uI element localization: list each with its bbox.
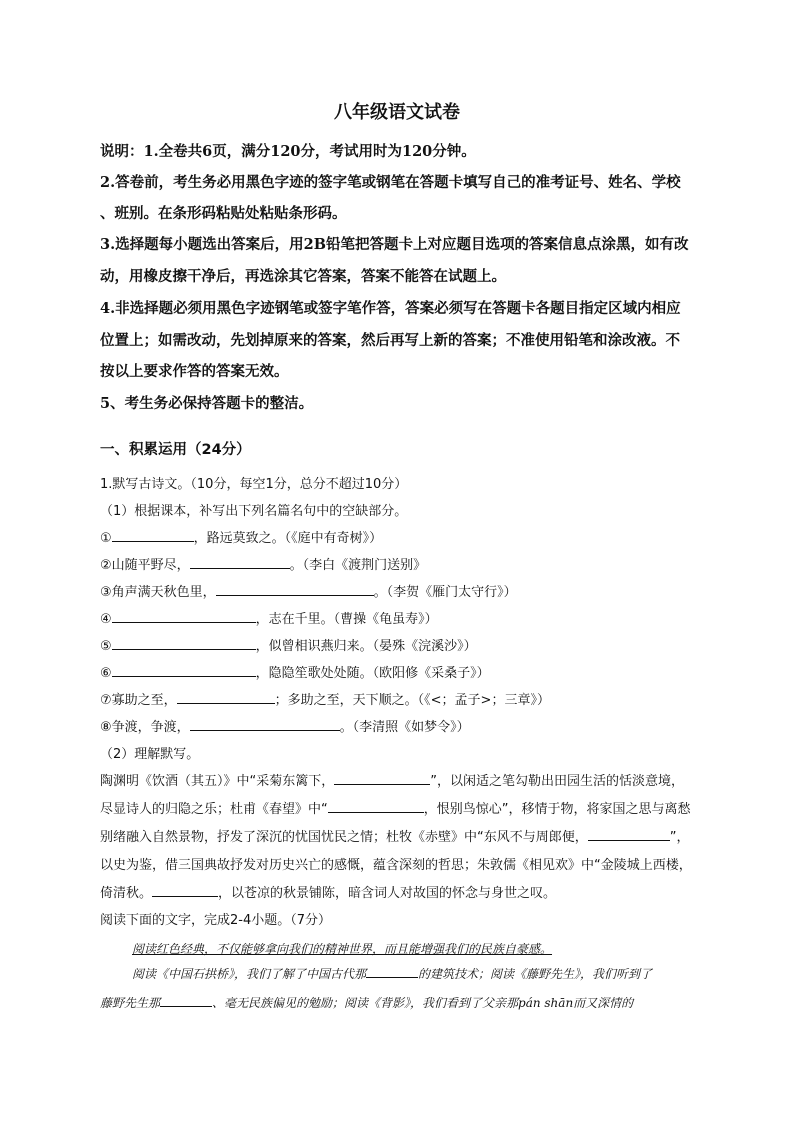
instruction-line: 3.选择题每小题选出答案后，用2B铅笔把答题卡上对应题目选项的答案信息点涂黑，如有改	[100, 236, 689, 253]
instruction-line: 按以上要求作答的答案无效。	[100, 363, 289, 380]
answer-blank[interactable]	[160, 994, 212, 1007]
question-part: （2）理解默写。	[100, 747, 200, 762]
paragraph-line: 倚清秋。 ，以苍凉的秋景铺陈，暗含词人对故国的怀念与身世之叹。	[100, 886, 557, 901]
fill-item: ⑤ ，似曾相识燕归来。（晏殊《浣溪沙》）	[100, 639, 477, 654]
exam-title: 八年级语文试卷	[334, 102, 460, 123]
fill-item: ③角声满天秋色里， 。（李贺《雁门太守行》）	[100, 585, 517, 600]
reading-passage-line: 阅读《中国石拱桥》，我们了解了中国古代那 的建筑技术；阅读《藤野先生》，我们听到了	[132, 967, 653, 981]
answer-blank[interactable]	[190, 556, 290, 569]
reading-passage-line: 藤野先生那 、毫无民族偏见的勉励；阅读《背影》，我们看到了父亲那pán shān而又深情的	[100, 996, 634, 1010]
question-part: （1）根据课本，补写出下列名篇名句中的空缺部分。	[100, 504, 408, 519]
instruction-line: 位置上；如需改动，先划掉原来的答案，然后再写上新的答案；不准使用铅笔和涂改液。不	[100, 332, 680, 349]
fill-item: ⑥ ，隐隐笙歌处处随。（欧阳修《采桑子》）	[100, 666, 490, 681]
instruction-line: 2.答卷前，考生务必用黑色字迹的签字笔或钢笔在答题卡填写自己的准考证号、姓名、学校	[100, 174, 681, 191]
paragraph-line: 尽显诗人的归隐之乐；杜甫《春望》中“ ，恨别鸟惊心”，移情于物，将家国之思与离愁	[100, 802, 691, 817]
fill-item: ④ ，志在千里。（曹操《龟虽寿》）	[100, 612, 438, 627]
answer-blank[interactable]	[112, 637, 256, 650]
fill-item: ⑦寡助之至， ；多助之至，天下顺之。（《<；孟子>；三章》）	[100, 693, 550, 708]
reading-passage-line: 阅读红色经典，不仅能够拿向我们的精神世界，而且能增强我们的民族自豪感。	[132, 942, 553, 956]
fill-item: ⑧争渡，争渡， 。（李清照《如梦令》）	[100, 720, 470, 735]
paragraph-line: 别绪融入自然景物，抒发了深沉的忧国忧民之情；杜牧《赤壁》中“东风不与周郎便， ”，	[100, 830, 690, 845]
answer-blank[interactable]	[334, 772, 430, 785]
answer-blank[interactable]	[152, 884, 218, 897]
fill-item: ②山随平野尽， 。（李白《渡荆门送别》	[100, 558, 427, 573]
answer-blank[interactable]	[177, 691, 275, 704]
instruction-line: 5、考生务必保持答题卡的整洁。	[100, 395, 314, 412]
paragraph-line: 以史为鉴，借三国典故抒发对历史兴亡的感慨，蕴含深刻的哲思；朱敦儒《相见欢》中“金陵城上西楼，	[100, 858, 692, 873]
instruction-line: 、班别。在条形码粘贴处粘贴条形码。	[100, 205, 347, 222]
answer-blank[interactable]	[190, 718, 340, 731]
answer-blank[interactable]	[328, 800, 424, 813]
instruction-line: 动，用橡皮擦干净后，再选涂其它答案，答案不能答在试题上。	[100, 268, 506, 285]
instruction-line: 4.非选择题必须用黑色字迹钢笔或签字笔作答，答案必须写在答题卡各题目指定区域内相应	[100, 300, 681, 317]
question-stem: 1.默写古诗文。（10分，每空1分，总分不超过10分）	[100, 477, 408, 492]
fill-item: ① ，路远莫致之。（《庭中有奇树》）	[100, 531, 383, 546]
answer-blank[interactable]	[588, 828, 670, 841]
answer-blank[interactable]	[112, 610, 256, 623]
answer-blank[interactable]	[366, 965, 418, 978]
paragraph-line: 陶渊明《饮酒（其五）》中“采菊东篱下， ”，以闲适之笔勾勒出田园生活的恬淡意境，	[100, 774, 684, 789]
reading-intro: 阅读下面的文字，完成2-4小题。（7分）	[100, 913, 332, 928]
instruction-line: 说明：1.全卷共6页，满分120分，考试用时为120分钟。	[100, 143, 476, 160]
answer-blank[interactable]	[112, 529, 194, 542]
answer-blank[interactable]	[216, 583, 374, 596]
answer-blank[interactable]	[112, 664, 256, 677]
section-heading: 一、积累运用（24分）	[100, 442, 251, 458]
